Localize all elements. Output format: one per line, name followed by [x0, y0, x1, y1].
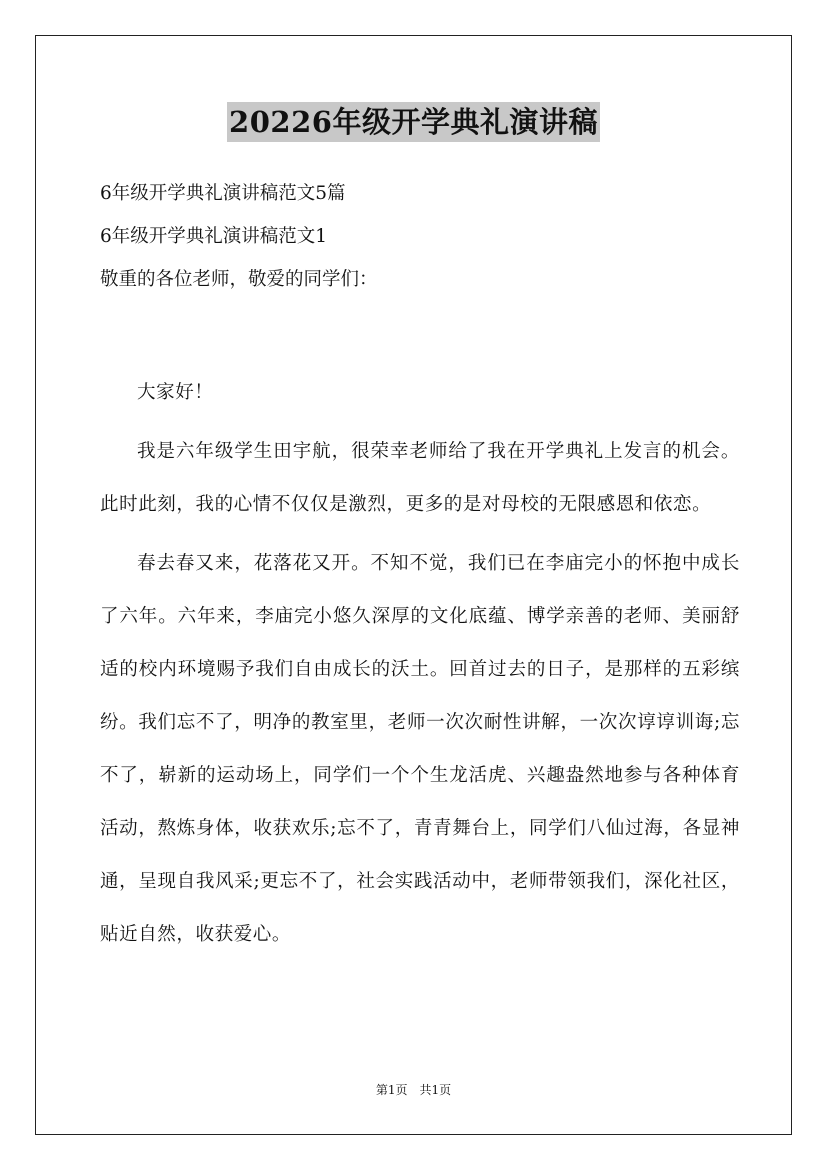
memories-paragraph: 春去春又来，花落花又开。不知不觉，我们已在李庙完小的怀抱中成长了六年。六年来，李庙完小悠久深厚的文化底蕴、博学亲善的老师、美丽舒适的校内环境赐予我们自由成长的沃土。回首过去的日子，是那样的五彩缤纷。我们忘不了，明净的教室里，老师一次次耐性讲解，一次次谆谆训诲;忘不了，崭新的运动场上，同学们一个个生龙活虎、兴趣盎然地参与各种体育活动，熬炼身体，收获欢乐;忘不了，青青舞台上，同学们八仙过海，各显神通，呈现自我风采;更忘不了，社会实践活动中，老师带领我们，深化社区，贴近自然，收获爱心。 [100, 553, 740, 945]
document-title: 20226年级开学典礼演讲稿 [227, 102, 600, 142]
spacer [100, 301, 740, 366]
greeting-paragraph: 大家好！ [137, 382, 214, 403]
document-body [100, 172, 740, 967]
subtitle-line: 6年级开学典礼演讲稿范文5篇 [100, 183, 346, 204]
title-container [0, 102, 827, 142]
intro-paragraph: 我是六年级学生田宇航，很荣幸老师给了我在开学典礼上发言的机会。此时此刻，我的心情不仅仅是激烈，更多的是对母校的无限感恩和依恋。 [100, 441, 740, 515]
salutation: 敬重的各位老师，敬爱的同学们： [100, 269, 378, 290]
page-footer: 第1页 共1页 [375, 1083, 452, 1097]
section-heading: 6年级开学典礼演讲稿范文1 [100, 226, 328, 247]
